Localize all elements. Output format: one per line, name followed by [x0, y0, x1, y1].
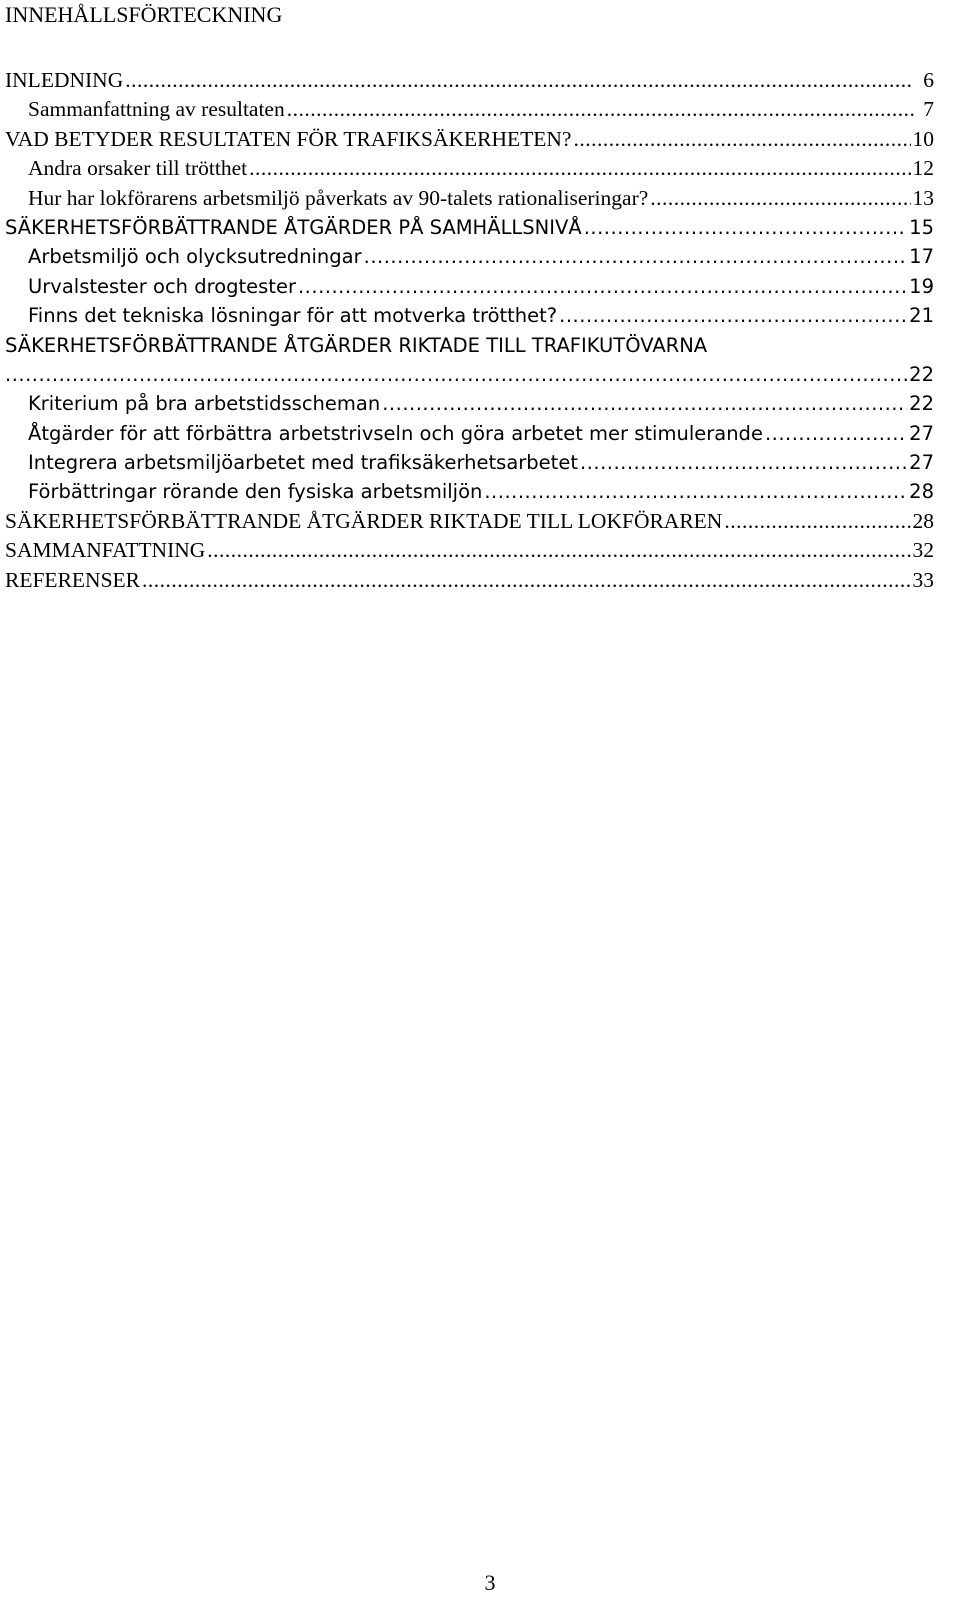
toc-entry-page: 28	[909, 480, 934, 504]
toc-title: INNEHÅLLSFÖRTECKNING	[5, 2, 283, 27]
toc-entry-label: Urvalstester och drogtester	[28, 274, 296, 298]
toc-entry-sammanfattning[interactable]	[0, 536, 960, 565]
toc-entry-page: 33	[912, 567, 934, 592]
toc-entry-page: 13	[912, 185, 934, 210]
dot-leader	[484, 477, 907, 506]
toc-entry-label: VAD BETYDER RESULTATEN FÖR TRAFIKSÄKERHETEN?	[5, 126, 572, 151]
dot-leader	[142, 566, 911, 595]
toc-entry-label: Åtgärder för att förbättra arbetstrivseln och göra arbetet mer stimulerande	[28, 421, 763, 445]
page-number: 3	[484, 1570, 496, 1595]
dot-leader	[559, 301, 907, 330]
toc-entry-label: INLEDNING	[5, 68, 124, 92]
toc-entry-lokforarens-arbetsmiljo[interactable]	[0, 184, 960, 213]
toc-entry-label: Hur har lokförarens arbetsmiljö påverkats av 90-talets rationaliseringar?	[28, 185, 649, 210]
toc-entry-page: 15	[909, 215, 934, 239]
toc-entry-page: 7	[923, 97, 934, 122]
toc-entry-label: Integrera arbetsmiljöarbetet med trafiksäkerhetsarbetet	[28, 451, 578, 475]
toc-entry-fysiska-arbetsmiljon[interactable]	[0, 477, 960, 506]
toc-entry-label: SÄKERHETSFÖRBÄTTRANDE ÅTGÄRDER RIKTADE TILL LOKFÖRAREN	[5, 508, 723, 533]
dot-leader	[765, 419, 907, 448]
toc-entry-andra-orsaker[interactable]	[0, 154, 960, 183]
toc-entry-label: Kriterium på bra arbetstidsscheman	[28, 392, 381, 416]
toc-entry-integrera-arbetsmiljoarbetet[interactable]	[0, 448, 960, 477]
dot-leader	[724, 507, 910, 536]
toc-entry-referenser[interactable]	[0, 566, 960, 595]
toc-entry-label: Förbättringar rörande den fysiska arbetsmiljön	[28, 480, 483, 504]
toc-entry-label: SAMMANFATTNING	[5, 538, 206, 563]
toc-entry-label: REFERENSER	[5, 567, 140, 592]
toc-entry-label: Andra orsaker till trötthet	[28, 156, 248, 181]
toc-entry-atgarder-samhallsniva[interactable]	[0, 213, 960, 242]
dot-leader	[650, 184, 910, 213]
toc-entry-arbetstidsscheman[interactable]	[0, 389, 960, 418]
toc-entry-label: Arbetsmiljö och olycksutredningar	[28, 245, 362, 269]
toc-entry-page: 21	[909, 304, 934, 328]
toc-entry-page: 22	[909, 392, 934, 416]
dot-leader	[382, 389, 907, 418]
page-footer	[0, 1568, 960, 1598]
dot-leader	[580, 448, 907, 477]
toc-entry-label: Finns det tekniska lösningar för att motverka trötthet?	[28, 304, 558, 328]
dot-leader	[298, 272, 907, 301]
dot-leader	[5, 360, 907, 389]
toc-entry-page: 10	[912, 126, 934, 151]
toc-entry-label: SÄKERHETSFÖRBÄTTRANDE ÅTGÄRDER PÅ SAMHÄLLSNIVÅ	[5, 215, 582, 239]
toc-entry-page: 12	[912, 156, 934, 181]
toc-entry-atgarder-lokforaren[interactable]	[0, 507, 960, 536]
dot-leader	[125, 66, 914, 95]
toc-entry-page: 27	[909, 451, 934, 475]
toc-entry-tekniska-losningar[interactable]	[0, 301, 960, 330]
toc-entry-label: Sammanfattning av resultaten	[28, 97, 285, 122]
toc-entry-page: 6	[923, 68, 934, 92]
toc-entry-page: 32	[912, 538, 934, 563]
toc-entry-arbetsmiljo-olycksutredningar[interactable]	[0, 242, 960, 271]
toc-entry-page: 22	[909, 362, 934, 386]
toc-entry-vad-betyder-resultaten[interactable]	[0, 125, 960, 154]
toc-entry-sammanfattning-av-resultaten[interactable]	[0, 95, 960, 124]
toc-entry-page: 19	[909, 274, 934, 298]
dot-leader	[249, 154, 910, 183]
dot-leader	[573, 125, 910, 154]
toc-entry-atgarder-trafikutovarna[interactable]	[0, 331, 960, 390]
toc-entry-page: 28	[912, 508, 934, 533]
toc-entry-arbetstrivseln[interactable]	[0, 419, 960, 448]
toc-entry-page: 17	[909, 245, 934, 269]
dot-leader	[287, 95, 914, 124]
toc-entry-continuation	[5, 360, 960, 389]
dot-leader	[207, 536, 910, 565]
toc-entry-inledning[interactable]	[0, 66, 960, 95]
toc-entry-urvalstester[interactable]	[0, 272, 960, 301]
toc-list	[0, 66, 960, 595]
dot-leader	[584, 213, 907, 242]
toc-entry-label: SÄKERHETSFÖRBÄTTRANDE ÅTGÄRDER RIKTADE TILL TRAFIKUTÖVARNA	[5, 333, 708, 357]
dot-leader	[364, 242, 908, 271]
toc-entry-page: 27	[909, 421, 934, 445]
